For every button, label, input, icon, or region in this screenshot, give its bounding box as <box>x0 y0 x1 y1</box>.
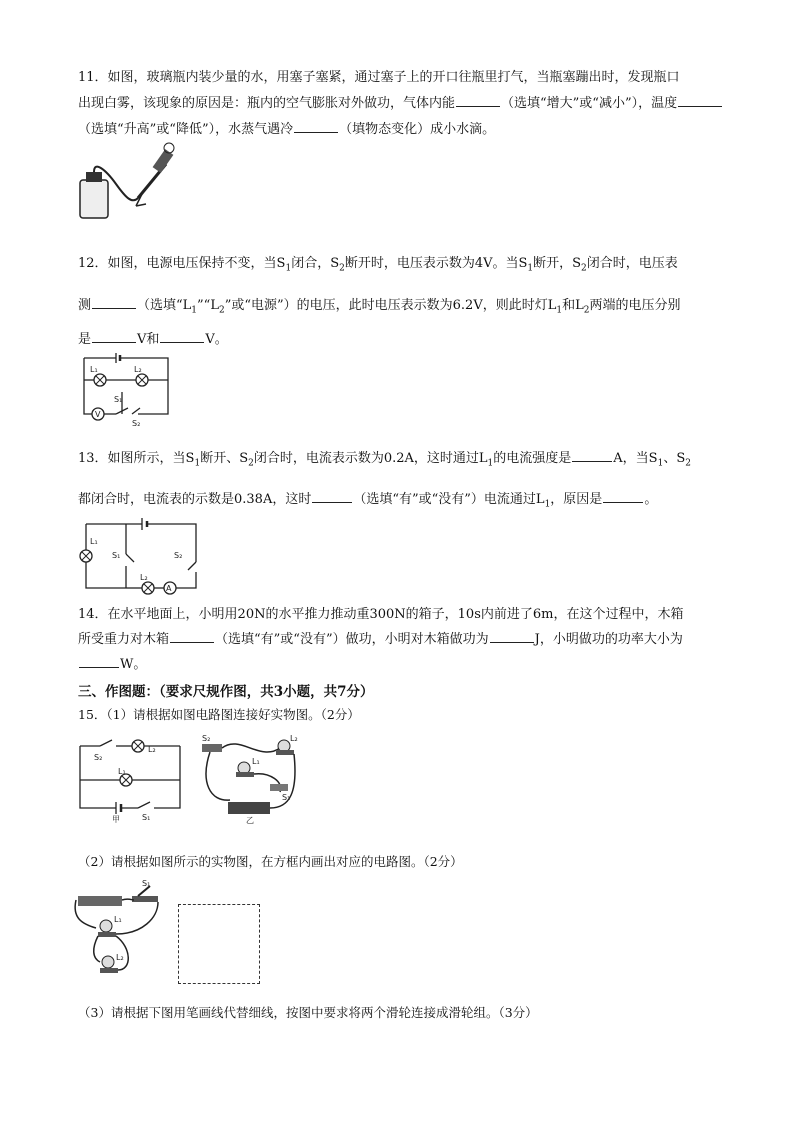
q13-line1 <box>78 447 691 469</box>
q13-text: 。 <box>644 492 658 507</box>
q15-part2: （2）请根据如图所示的实物图，在方框内画出对应的电路图。（2分） <box>78 854 463 869</box>
q15-circuit-diagram-jia <box>76 732 186 824</box>
q12-sub: 1 <box>191 305 198 316</box>
q12-text: 断开，S <box>533 256 582 271</box>
answer-blank[interactable] <box>92 341 136 343</box>
q15-part1: 15．（1）请根据如图电路图连接好实物图。（2分） <box>78 707 360 722</box>
q11-line1: 11．如图，玻璃瓶内装少量的水，用塞子塞紧，通过塞子上的开口往瓶里打气，当瓶塞蹦出时，发现瓶口 <box>78 70 680 85</box>
q12-text: 和L <box>562 298 584 313</box>
section-heading: 三、作图题：（要求尺规作图，共3小题，共7分） <box>78 684 374 700</box>
answer-blank[interactable] <box>603 501 643 503</box>
q12-line1 <box>78 252 678 274</box>
s1-label: S₁ <box>114 395 123 404</box>
q12-text: ”或“电源”）的电压，此时电压表示数为6.2V，则此时灯L <box>224 298 557 313</box>
s1-label: S₁ <box>282 793 291 802</box>
answer-drawing-box[interactable] <box>178 904 260 984</box>
q14-text: 所受重力对木箱 <box>78 632 170 647</box>
q12-circuit-figure <box>76 352 176 428</box>
answer-blank[interactable] <box>456 105 500 107</box>
answer-blank[interactable] <box>92 307 136 309</box>
q13-sub: 1 <box>657 458 664 469</box>
answer-blank[interactable] <box>160 341 204 343</box>
answer-blank[interactable] <box>312 501 352 503</box>
q12-text: 两端的电压分别 <box>589 298 681 313</box>
answer-blank[interactable] <box>170 641 214 643</box>
l1-label: L₁ <box>118 767 126 776</box>
q12-text: V。 <box>205 332 228 347</box>
q12-sub: 2 <box>583 305 590 316</box>
q13-text: 都闭合时，电流表的示数是0.38A，这时 <box>78 492 312 507</box>
q13-text: ，原因是 <box>550 492 603 507</box>
q12-text: ”“L <box>197 298 219 313</box>
q15-physical-circuit-yi <box>200 732 305 824</box>
q14-line3 <box>78 653 146 672</box>
q13-line2 <box>78 488 657 510</box>
answer-blank[interactable] <box>294 131 338 133</box>
s2-label: S₂ <box>132 419 141 428</box>
l1-label: L₁ <box>252 757 260 766</box>
s2-label: S₂ <box>202 734 211 743</box>
q12-text: 闭合时，电压表 <box>586 256 678 271</box>
q12-text: 闭合，S <box>291 256 340 271</box>
q13-text: 的电流强度是 <box>493 451 572 466</box>
l1-label: L₁ <box>114 915 122 924</box>
q12-text: 断开时，电压表示数为4V。当S <box>344 256 528 271</box>
q13-circuit-figure <box>76 514 206 598</box>
q14-text: W。 <box>120 657 147 672</box>
q12-text: 是 <box>78 332 92 347</box>
l2-label: L₂ <box>148 745 156 754</box>
l1-label: L₁ <box>90 537 98 546</box>
voltmeter-label: V <box>95 410 101 419</box>
l1-label: L₁ <box>90 365 98 374</box>
q12-text: 12．如图，电源电压保持不变，当S <box>78 256 286 271</box>
s2-label: S₂ <box>94 753 103 762</box>
q12-sub: 1 <box>556 305 563 316</box>
q13-text: 13．如图所示，当S <box>78 451 195 466</box>
q11-text: （填物态变化）成小水滴。 <box>339 122 496 137</box>
q13-text: （选填“有”或“没有”）电流通过L <box>353 492 545 507</box>
q11-text: 出现白雾，该现象的原因是：瓶内的空气膨胀对外做功，气体内能 <box>78 96 456 111</box>
yi-label: 乙 <box>246 816 254 824</box>
answer-blank[interactable] <box>572 460 612 462</box>
q12-sub: 2 <box>339 263 345 274</box>
q13-text: 闭合时，电流表示数为0.2A，这时通过L <box>253 451 488 466</box>
q12-text: （选填“L <box>137 298 192 313</box>
q12-text: V和 <box>137 332 160 347</box>
q13-text: 断开、S <box>200 451 249 466</box>
jia-label: 甲 <box>112 815 120 824</box>
q13-text: 、S <box>663 451 686 466</box>
q12-text: 测 <box>78 298 92 313</box>
answer-blank[interactable] <box>678 105 722 107</box>
q13-sub: 1 <box>544 499 551 510</box>
q13-sub: 1 <box>487 458 494 469</box>
s2-label: S₂ <box>174 551 183 560</box>
q11-text: （选填“升高”或“降低”），水蒸气遇冷 <box>78 122 294 137</box>
q11-line3 <box>78 118 495 137</box>
answer-blank[interactable] <box>79 666 119 668</box>
l2-label: L₂ <box>134 365 142 374</box>
q12-sub: 1 <box>285 263 292 274</box>
l2-label: L₂ <box>140 573 148 582</box>
q11-bottle-figure <box>76 140 186 222</box>
q12-sub: 2 <box>581 263 587 274</box>
q11-text: （选填“增大”或“减小”），温度 <box>501 96 678 111</box>
s1-label: S₁ <box>112 551 121 560</box>
q14-text: （选填“有”或“没有”）做功，小明对木箱做功为 <box>215 632 489 647</box>
q12-line3 <box>78 328 228 347</box>
ammeter-label: A <box>166 584 172 593</box>
l2-label: L₂ <box>116 953 124 962</box>
q12-sub: 1 <box>527 263 534 274</box>
q12-line2 <box>78 294 680 316</box>
q15-physical-circuit-2 <box>72 878 172 980</box>
q12-sub: 2 <box>218 305 225 316</box>
q13-sub: 2 <box>248 458 254 469</box>
s1-label: S₁ <box>142 813 151 822</box>
q13-sub: 2 <box>685 458 691 469</box>
q13-sub: 1 <box>194 458 201 469</box>
s1-label: S₁ <box>142 879 151 888</box>
q13-text: A，当S <box>613 451 658 466</box>
q15-part3: （3）请根据下图用笔画线代替细线，按图中要求将两个滑轮连接成滑轮组。（3分） <box>78 1005 538 1020</box>
l2-label: L₂ <box>290 734 298 743</box>
q11-line2 <box>78 92 723 111</box>
q14-line2 <box>78 628 683 647</box>
q14-text: J，小明做功的功率大小为 <box>534 632 683 647</box>
answer-blank[interactable] <box>490 641 534 643</box>
q14-line1: 14．在水平地面上，小明用20N的水平推力推动重300N的箱子，10s内前进了6m，在这个过程中，木箱 <box>78 607 684 622</box>
